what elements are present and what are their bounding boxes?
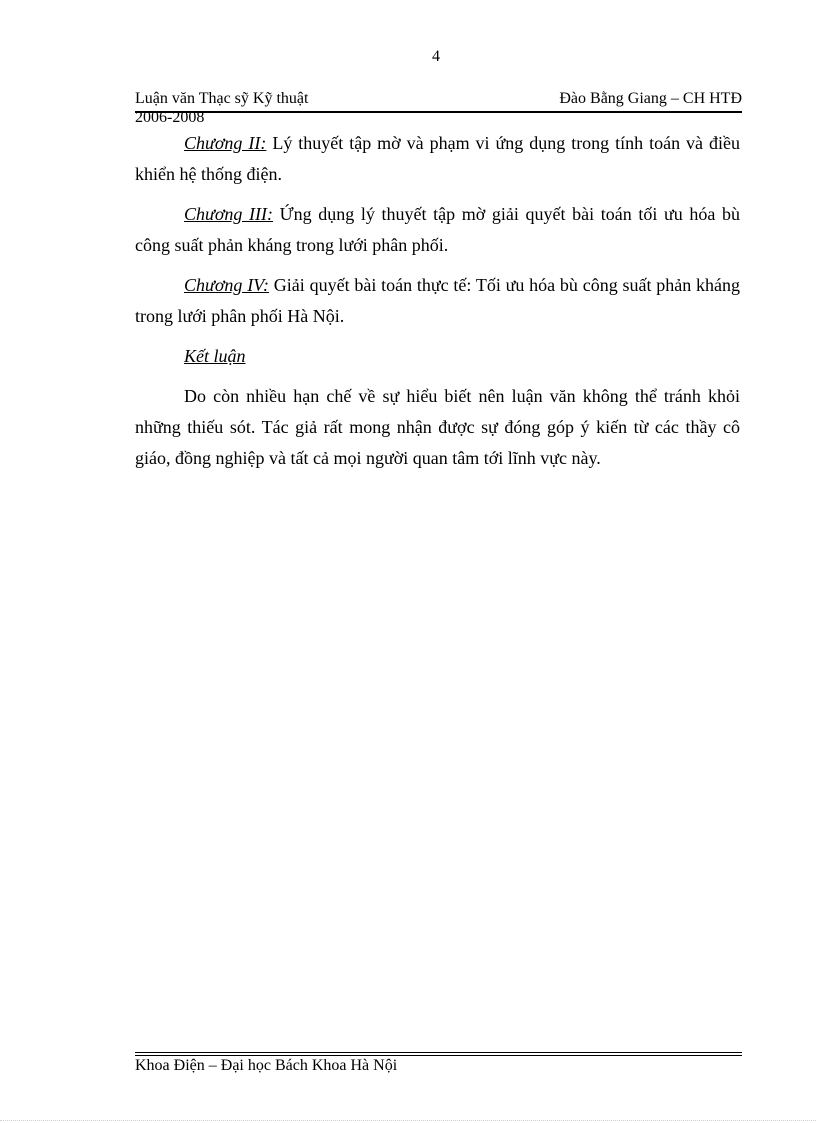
page-number: 4	[432, 48, 440, 65]
paragraph-text: Ứng dụng lý thuyết tập mờ giải quyết bài toán tối ưu hóa bù công suất phản kháng trong lưới phân phối.	[135, 204, 741, 255]
page-footer: Khoa Điện – Đại học Bách Khoa Hà Nội	[135, 1057, 398, 1074]
paragraph-chapter-2	[135, 128, 740, 190]
chapter-label: Chương IV:	[184, 275, 270, 295]
page-edge-divider	[0, 1120, 816, 1121]
paragraph-chapter-3	[135, 199, 740, 261]
chapter-label: Chương II:	[184, 133, 267, 153]
paragraph-closing	[135, 381, 740, 474]
paragraph-conclusion-heading	[135, 341, 740, 372]
footer-divider-secondary	[135, 1055, 742, 1056]
paragraph-text: Giải quyết bài toán thực tế: Tối ưu hóa bù công suất phản kháng trong lưới phân phối Hà Nội.	[135, 275, 741, 326]
footer-divider	[135, 1052, 742, 1053]
conclusion-label: Kết luận	[184, 346, 246, 366]
page-header	[135, 90, 742, 113]
paragraph-chapter-4	[135, 270, 740, 332]
header-author: Đào Bằng Giang – CH HTĐ	[559, 90, 742, 107]
header-title: Luận văn Thạc sỹ Kỹ thuật	[135, 90, 309, 107]
header-year: 2006-2008	[135, 109, 205, 126]
paragraph-text: Do còn nhiều hạn chế về sự hiểu biết nên luận văn không thể tránh khỏi những thiếu sót. Tác giả rất mong nhận được sự đóng góp ý kiến từ các thầy cô giáo, đồng nghiệp và tất cả mọi người quan tâm tới lĩnh vực này.	[135, 386, 740, 468]
document-body	[135, 128, 740, 483]
chapter-label: Chương III:	[184, 204, 274, 224]
paragraph-text: Lý thuyết tập mờ và phạm vi ứng dụng trong tính toán và điều khiển hệ thống điện.	[135, 133, 740, 184]
